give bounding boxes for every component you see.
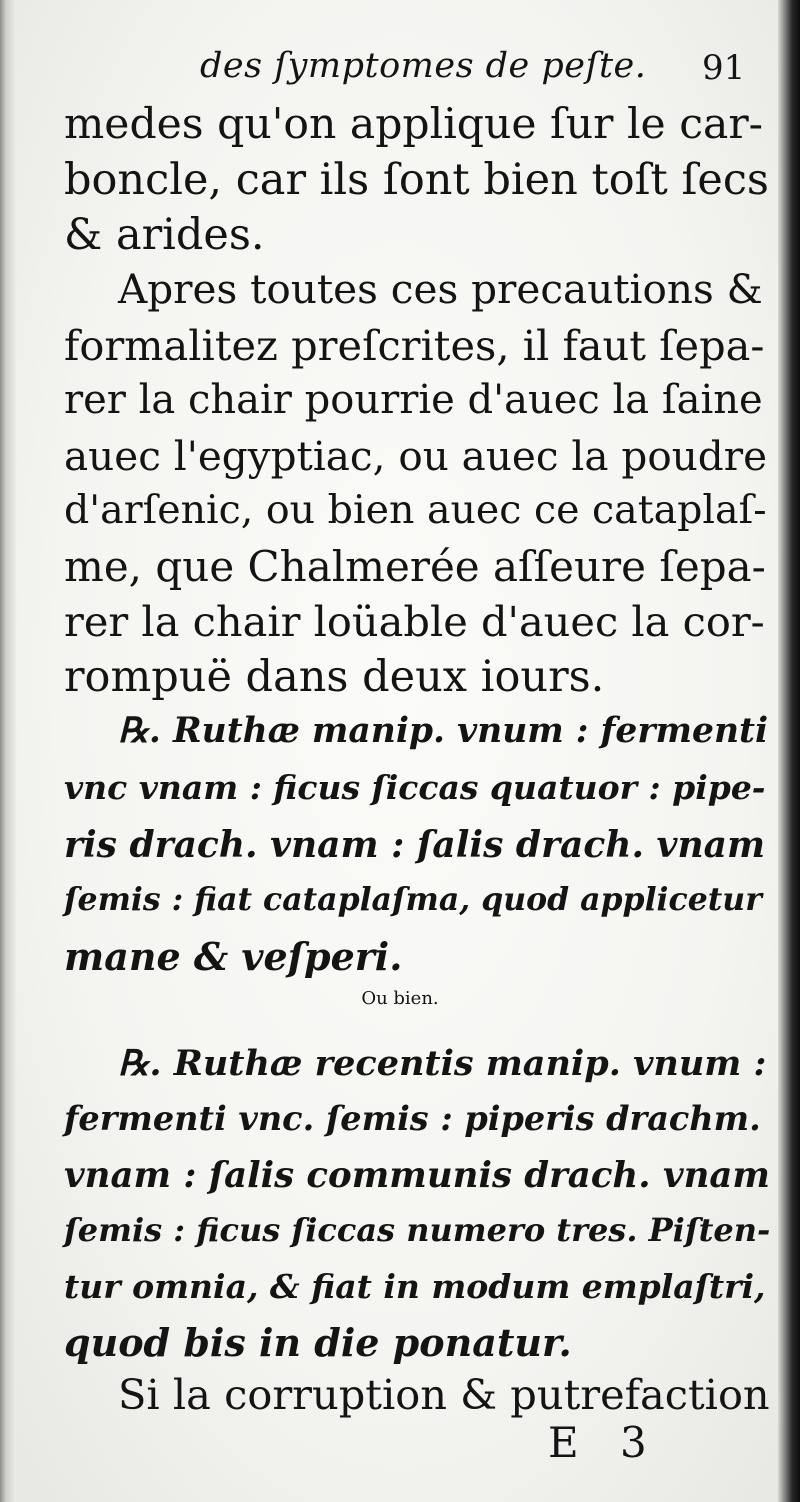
text-line: Si la corruption & putrefaction xyxy=(118,1370,770,1419)
recipe-line: quod bis in die ponatur. xyxy=(64,1320,572,1365)
text-line: boncle, car ils ſont bien toſt ſecs xyxy=(64,155,769,205)
text-line: rer la chair loüable d'auec la cor- xyxy=(64,597,765,646)
text-line: d'arſenic, ou bien auec ce cataplaſ- xyxy=(64,487,767,533)
text-line: & arides. xyxy=(64,210,265,260)
text-line: medes qu'on applique ſur le car- xyxy=(64,100,764,149)
recipe-line: ris drach. vnam : ſalis drach. vnam xyxy=(64,824,766,866)
recipe-line: mane & veſperi. xyxy=(64,934,403,979)
text-line: rer la chair pourrie d'auec la ſaine xyxy=(64,377,763,423)
text-line: me, que Chalmerée aſſeure ſepa- xyxy=(64,542,766,591)
recipe-line: ℞. Ruthæ recentis manip. vnum : xyxy=(118,1043,767,1084)
signature-mark: E 3 xyxy=(548,1418,661,1467)
page-gutter-shadow xyxy=(0,0,16,1502)
ou-bien-heading: Ou bien. xyxy=(361,988,439,1009)
text-line: formalitez preſcrites, il faut ſepa- xyxy=(64,321,765,370)
recipe-line: tur omnia, & fiat in modum emplaſtri, xyxy=(64,1267,766,1306)
recipe-line: ℞. Ruthæ manip. vnum : fermenti xyxy=(118,711,769,751)
page-number: 91 xyxy=(702,48,746,88)
recipe-line: ſemis : ficus ſiccas numero tres. Piſten- xyxy=(64,1211,771,1249)
recipe-line: ſemis : fiat cataplaſma, quod applicetur xyxy=(64,881,762,918)
recipe-line: fermenti vnc. ſemis : piperis drachm. xyxy=(64,1099,761,1138)
text-line: Apres toutes ces precautions & xyxy=(118,265,763,313)
recipe-line: vnam : ſalis communis drach. vnam xyxy=(64,1155,770,1196)
running-head: des ſymptomes de peſte. xyxy=(200,46,647,86)
text-line: auec l'egyptiac, ou auec la poudre xyxy=(64,432,768,480)
text-line: rompuë dans deux iours. xyxy=(64,652,605,702)
recipe-line: vnc vnam : ficus ſiccas quatuor : pipe- xyxy=(64,768,766,807)
page-edge-shadow xyxy=(778,0,800,1502)
